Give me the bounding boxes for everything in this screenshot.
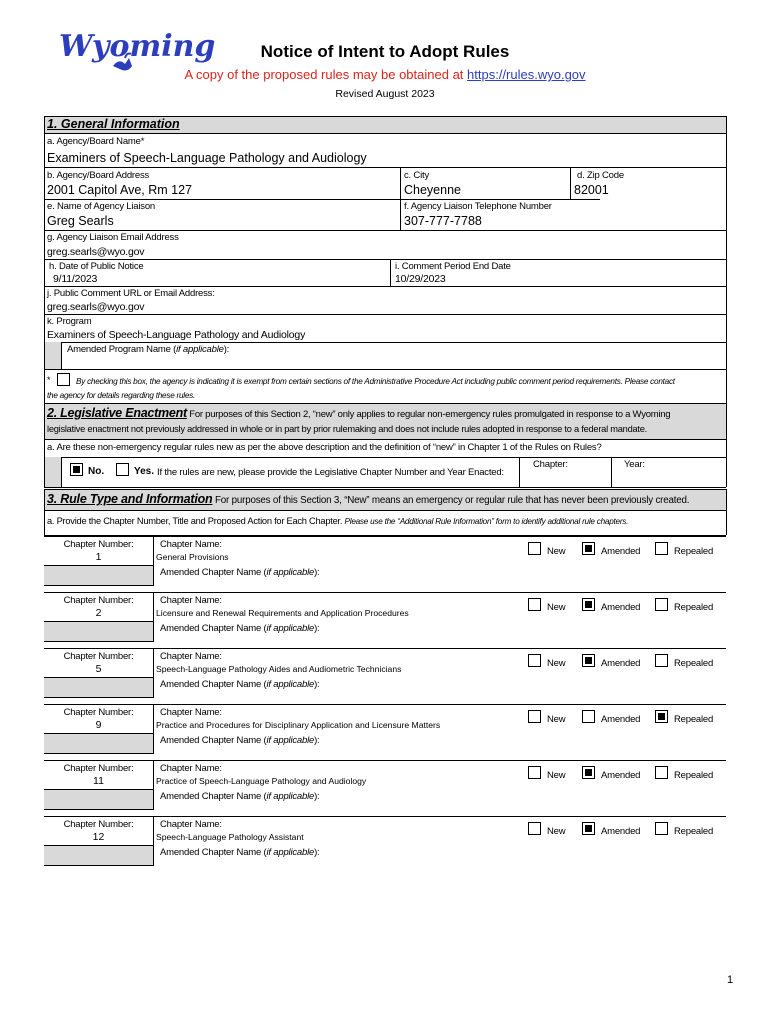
notice-date-label: h. Date of Public Notice — [49, 261, 144, 272]
chapter-number-label: Chapter Number: — [63, 651, 134, 662]
chapter-number-label: Chapter Number: — [63, 707, 134, 718]
amended-chapter-label[interactable]: Amended Chapter Name (if applicable): — [160, 623, 320, 634]
chapter-number-label: Chapter Number: — [63, 819, 134, 830]
chapter-repealed-label: Repealed — [674, 826, 714, 837]
chapter-name[interactable]: Speech-Language Pathology Aides and Audiometric Technicians — [156, 664, 402, 674]
phone-field[interactable]: 307-777-7788 — [404, 214, 482, 228]
chapter-new-checkbox[interactable] — [528, 710, 541, 723]
chapter-number[interactable]: 12 — [92, 831, 105, 843]
subtitle-prefix: A copy of the proposed rules may be obtained at — [184, 67, 468, 82]
amended-chapter-label[interactable]: Amended Chapter Name (if applicable): — [160, 679, 320, 690]
chapter-amended-label: Amended — [601, 602, 641, 613]
chapter-repealed-label: Repealed — [674, 546, 714, 557]
program-field[interactable]: Examiners of Speech-Language Pathology and Audiology — [47, 329, 306, 341]
chapter-new-checkbox[interactable] — [528, 598, 541, 611]
section-3-desc: For purposes of this Section 3, “New” means an emergency or regular rule that has never been previously created. — [215, 495, 690, 506]
city-field[interactable]: Cheyenne — [404, 183, 461, 197]
legislative-no-label: No. — [88, 466, 105, 477]
liaison-field[interactable]: Greg Searls — [47, 214, 114, 228]
chapter-repealed-checkbox[interactable] — [655, 822, 668, 835]
notice-date-field[interactable]: 9/11/2023 — [53, 273, 98, 285]
chapter-number-label: Chapter Number: — [63, 539, 134, 550]
chapter-number[interactable]: 11 — [93, 775, 104, 787]
chapter-number[interactable]: 2 — [95, 607, 102, 619]
chapter-name-label: Chapter Name: — [160, 707, 222, 718]
chapter-name[interactable]: General Provisions — [156, 552, 229, 562]
chapter-repealed-checkbox[interactable] — [655, 710, 668, 723]
comment-end-label: i. Comment Period End Date — [395, 261, 511, 272]
chapter-amended-label: Amended — [601, 826, 641, 837]
program-label: k. Program — [47, 316, 92, 327]
legislative-yes-desc: If the rules are new, please provide the Legislative Chapter Number and Year Enacted: — [157, 467, 504, 478]
section-2-intro — [47, 406, 670, 420]
page-subtitle — [0, 67, 770, 82]
chapter-repealed-checkbox[interactable] — [655, 542, 668, 555]
chapter-amended-label: Amended — [601, 714, 641, 725]
chapter-number[interactable]: 1 — [95, 551, 102, 563]
chapter-new-label: New — [547, 770, 566, 781]
comment-url-label: j. Public Comment URL or Email Address: — [47, 288, 215, 299]
chapter-name-label: Chapter Name: — [160, 595, 222, 606]
chapter-amended-checkbox[interactable] — [582, 766, 595, 779]
section-2-heading: 2. Legislative Enactment — [47, 406, 187, 420]
section-2-desc-1: For purposes of this Section 2, “new” only applies to regular non-emergency rules promulgated in response to a Wyoming — [189, 409, 671, 420]
amended-program-label: Amended Program Name (if applicable): — [67, 344, 230, 355]
chapter-repealed-label: Repealed — [674, 602, 714, 613]
liaison-label: e. Name of Agency Liaison — [47, 201, 156, 212]
chapter-number-label: Chapter Number: — [63, 763, 134, 774]
chapter-name-label: Chapter Name: — [160, 651, 222, 662]
section-2-question: a. Are these non-emergency regular rules new as per the above description and the definition of “new” in Chapter 1 of the Rules on Rules? — [47, 442, 602, 453]
exempt-note-1: By checking this box, the agency is indicating it is exempt from certain sections of the Administrative Procedure Act including public comment period requirements. Please contact — [76, 377, 675, 386]
chapter-amended-label: Amended — [601, 770, 641, 781]
email-field[interactable]: greg.searls@wyo.gov — [47, 246, 145, 258]
legislative-yes-label: Yes. — [134, 466, 155, 477]
chapter-name[interactable]: Licensure and Renewal Requirements and Application Procedures — [156, 608, 409, 618]
section-2-desc-2: legislative enactment not previously addressed in whole or in part by prior rulemaking and does not include rules adopted in response to a federal mandate. — [47, 424, 648, 434]
page-title: Notice of Intent to Adopt Rules — [260, 42, 510, 61]
chapter-new-checkbox[interactable] — [528, 822, 541, 835]
legislative-yes-checkbox[interactable] — [116, 463, 129, 476]
section-3-heading: 3. Rule Type and Information — [47, 492, 213, 506]
chapter-amended-checkbox[interactable] — [582, 542, 595, 555]
chapter-repealed-label: Repealed — [674, 658, 714, 669]
chapter-new-checkbox[interactable] — [528, 654, 541, 667]
section-3-instruction-italic: Please use the “Additional Rule Information” form to identify additional rule chapters. — [344, 517, 629, 526]
phone-label: f. Agency Liaison Telephone Number — [404, 201, 552, 212]
chapter-amended-checkbox[interactable] — [582, 654, 595, 667]
chapter-name-label: Chapter Name: — [160, 763, 222, 774]
svg-text:Wyoming: Wyoming — [59, 29, 216, 64]
chapter-amended-checkbox[interactable] — [582, 710, 595, 723]
legislative-year-label[interactable]: Year: — [624, 459, 645, 470]
chapter-name[interactable]: Practice and Procedures for Disciplinary Application and Licensure Matters — [156, 720, 441, 730]
chapter-new-label: New — [547, 826, 566, 837]
chapter-number[interactable]: 5 — [95, 663, 102, 675]
chapter-new-label: New — [547, 546, 566, 557]
asterisk-marker: * — [47, 375, 51, 385]
chapter-name[interactable]: Speech-Language Pathology Assistant — [156, 832, 304, 842]
page-number: 1 — [727, 974, 734, 986]
chapter-amended-checkbox[interactable] — [582, 822, 595, 835]
agency-name-field[interactable]: Examiners of Speech-Language Pathology and Audiology — [47, 151, 367, 165]
chapter-number[interactable]: 9 — [95, 719, 102, 731]
exempt-checkbox[interactable] — [57, 373, 70, 386]
address-label: b. Agency/Board Address — [47, 170, 150, 181]
chapter-repealed-checkbox[interactable] — [655, 598, 668, 611]
city-label: c. City — [404, 170, 429, 181]
chapter-name[interactable]: Practice of Speech-Language Pathology and Audiology — [156, 776, 367, 786]
chapter-repealed-checkbox[interactable] — [655, 654, 668, 667]
chapter-amended-label: Amended — [601, 546, 641, 557]
amended-chapter-label[interactable]: Amended Chapter Name (if applicable): — [160, 567, 320, 578]
chapter-name-label: Chapter Name: — [160, 539, 222, 550]
chapter-number-label: Chapter Number: — [63, 595, 134, 606]
comment-url-field[interactable]: greg.searls@wyo.gov — [47, 301, 145, 313]
chapter-name-label: Chapter Name: — [160, 819, 222, 830]
chapter-repealed-label: Repealed — [674, 714, 714, 725]
zip-label: d. Zip Code — [577, 170, 624, 181]
chapter-repealed-checkbox[interactable] — [655, 766, 668, 779]
chapter-new-checkbox[interactable] — [528, 766, 541, 779]
chapter-amended-checkbox[interactable] — [582, 598, 595, 611]
exempt-note-2: the agency for details regarding these rules. — [47, 391, 196, 400]
chapter-repealed-label: Repealed — [674, 770, 714, 781]
chapter-new-label: New — [547, 714, 566, 725]
chapter-new-label: New — [547, 602, 566, 613]
address-field[interactable]: 2001 Capitol Ave, Rm 127 — [47, 183, 193, 197]
email-label: g. Agency Liaison Email Address — [47, 232, 179, 243]
chapter-new-label: New — [547, 658, 566, 669]
amended-chapter-label[interactable]: Amended Chapter Name (if applicable): — [160, 791, 320, 802]
zip-field[interactable]: 82001 — [574, 183, 609, 197]
rules-link[interactable]: https://rules.wyo.gov — [467, 67, 586, 82]
chapter-new-checkbox[interactable] — [528, 542, 541, 555]
revised-date: Revised August 2023 — [335, 88, 435, 100]
agency-name-label: a. Agency/Board Name* — [47, 136, 145, 147]
section-3-intro — [47, 492, 689, 506]
legislative-no-checkbox[interactable] — [70, 463, 83, 476]
amended-chapter-label[interactable]: Amended Chapter Name (if applicable): — [160, 847, 320, 858]
chapter-amended-label: Amended — [601, 658, 641, 669]
section-1-heading: 1. General Information — [47, 117, 180, 131]
amended-chapter-label[interactable]: Amended Chapter Name (if applicable): — [160, 735, 320, 746]
section-3-instruction — [47, 516, 628, 526]
section-3-instruction-text: a. Provide the Chapter Number, Title and Proposed Action for Each Chapter. — [47, 516, 343, 526]
comment-end-field[interactable]: 10/29/2023 — [395, 273, 446, 285]
legislative-chapter-label[interactable]: Chapter: — [533, 459, 568, 470]
